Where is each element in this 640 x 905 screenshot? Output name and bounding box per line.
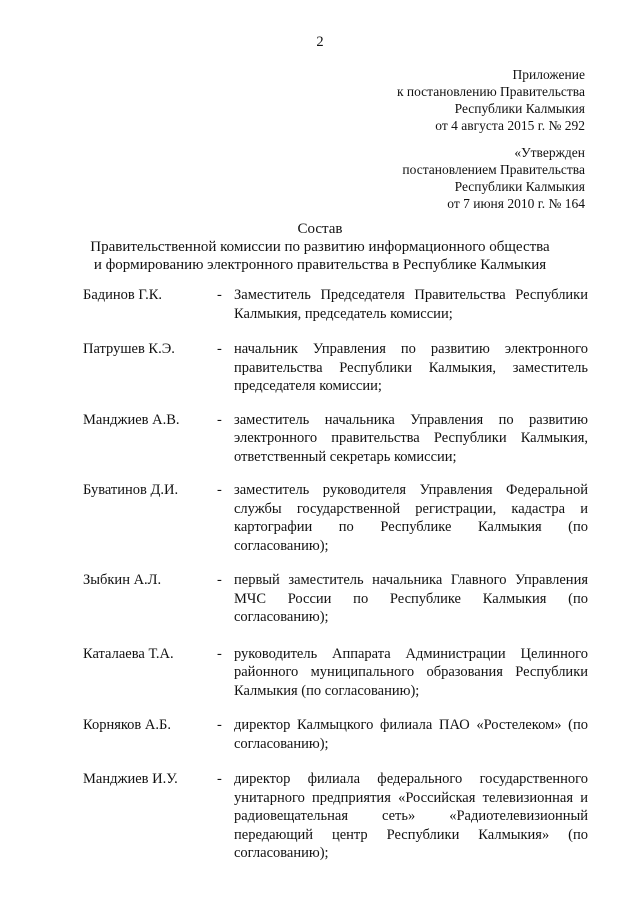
- dash-separator: -: [217, 645, 222, 662]
- annex-line: Республики Калмыкия: [454, 101, 585, 116]
- annex-line: к постановлению Правительства: [396, 84, 585, 99]
- member-role: директор Калмыцкого филиала ПАО «Ростелеком» (по согласованию);: [234, 717, 588, 752]
- member-name: Манджиев А.В.: [83, 411, 180, 428]
- member-row: [83, 645, 588, 701]
- member-role: заместитель руководителя Управления Федеральной службы государственной регистрации, кадастра и картографии по Республике Калмыкия (по согласованию);: [234, 482, 588, 554]
- title-line-2: и формированию электронного правительства в Республике Калмыкия: [93, 257, 547, 273]
- member-row: [83, 411, 588, 467]
- title-heading: Состав: [297, 221, 343, 237]
- member-role: начальник Управления по развитию электронного правительства Республики Калмыкия, заместитель председателя комиссии;: [234, 341, 588, 394]
- member-name: Зыбкин А.Л.: [83, 572, 162, 588]
- title-line-1: Правительственной комиссии по развитию информационного общества: [90, 239, 550, 255]
- member-role: заместитель начальника Управления по развитию электронного правительства Республики Калмыкия, ответственный секретарь комиссии;: [234, 411, 588, 465]
- page-number: 2: [316, 34, 324, 50]
- member-name: Патрушев К.Э.: [83, 341, 175, 357]
- dash-separator: -: [217, 287, 222, 303]
- approved-line: постановлением Правительства: [402, 162, 585, 177]
- approved-line: от 7 июня 2010 г. № 164: [447, 196, 585, 211]
- dash-separator: -: [217, 411, 222, 428]
- member-name: Буватинов Д.И.: [83, 482, 179, 498]
- member-name: Каталаева Т.А.: [83, 645, 174, 662]
- member-role: Заместитель Председателя Правительства Республики Калмыкия, председатель комиссии;: [234, 287, 588, 322]
- dash-separator: -: [217, 482, 222, 498]
- dash-separator: -: [217, 341, 222, 357]
- member-role: директор филиала федерального государственного унитарного предприятия «Российская телевизионная и радиовещательная сеть» «Радиотелевизионный передающий центр Республики Калмыкия» (по согласованию);: [234, 771, 588, 861]
- member-name: Бадинов Г.К.: [83, 287, 163, 303]
- annex-line: от 4 августа 2015 г. № 292: [435, 118, 585, 133]
- member-row: [83, 286, 588, 323]
- member-row: [83, 340, 588, 396]
- members-list: [83, 286, 588, 863]
- member-name: Корняков А.Б.: [83, 717, 171, 733]
- member-row: [83, 571, 588, 627]
- member-row: [83, 481, 588, 555]
- member-row: [83, 770, 588, 863]
- annex-block: [397, 66, 585, 134]
- member-row: [83, 716, 588, 753]
- member-name: Манджиев И.У.: [83, 771, 178, 787]
- document-title: [0, 220, 640, 274]
- approved-block: [402, 144, 585, 212]
- approved-line: Республики Калмыкия: [454, 179, 585, 194]
- member-role: первый заместитель начальника Главного Управления МЧС России по Республике Калмыкия (по согласованию);: [234, 572, 588, 625]
- dash-separator: -: [217, 572, 222, 588]
- dash-separator: -: [217, 771, 222, 787]
- dash-separator: -: [217, 717, 222, 733]
- annex-line: Приложение: [512, 67, 585, 82]
- member-role: руководитель Аппарата Администрации Целинного районного муниципального образования Республики Калмыкия (по согласованию);: [234, 645, 588, 699]
- approved-line: «Утвержден: [514, 145, 585, 160]
